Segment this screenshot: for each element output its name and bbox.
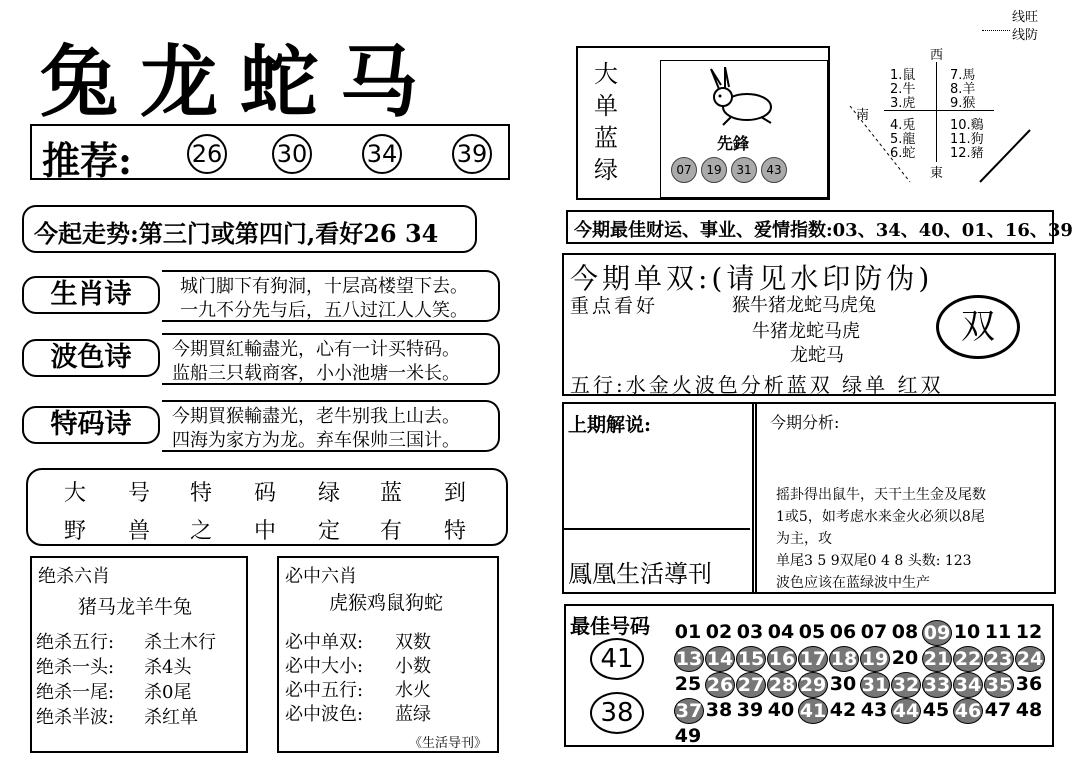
zodiac-item: 5.龍 [890,132,916,147]
vanguard-side-char: 单 [594,92,618,120]
index-box: 今期最佳财运、事业、爱情指数:03、34、40、01、16、39 [566,210,1054,244]
number-cell: 02 [705,621,733,643]
number-cell: 36 [1015,673,1043,695]
number-cell: 48 [1015,699,1043,721]
vanguard-ball: 43 [761,157,787,183]
zodiac-item: 10.鷄 [950,118,984,133]
number-cell: 33 [923,674,951,696]
compass-corner-label: 线旺 [1012,10,1039,25]
number-cell: 31 [861,674,889,696]
number-cell: 04 [767,621,795,643]
number-cell: 01 [674,621,702,643]
must-value: 蓝绿 [395,704,431,725]
number-cell: 05 [798,621,826,643]
zodiac-group: 龙蛇马 [790,345,844,366]
must-key: 必中单双: [285,632,364,653]
analysis-line: 波色应该在蓝绿波中生产 [776,575,930,591]
must-value: 水火 [395,680,431,701]
number-cell: 35 [985,674,1013,696]
must-key: 必中大小: [285,656,364,677]
divider [752,404,757,592]
banner-char: 兽 [128,519,151,544]
zodiac-item: 6.蛇 [890,146,916,161]
number-cell: 13 [675,648,703,670]
kill-value: 杀0尾 [144,682,192,703]
zodiac-item: 4.兎 [890,118,916,133]
number-cell: 24 [1016,648,1044,670]
number-cell: 17 [799,648,827,670]
poem-line: 一九不分先与后，五八过江人人笑。 [180,300,468,321]
number-cell: 27 [737,674,765,696]
vanguard-ball: 31 [731,157,757,183]
recommend-number: 34 [362,134,402,174]
number-cell: 42 [829,699,857,721]
number-cell: 43 [860,699,888,721]
odd-even-badge: 双 [936,295,1020,359]
kill-box [30,556,248,753]
number-cell: 32 [892,674,920,696]
wuxing-line: 五行:水金火波色分析蓝双 绿单 红双 [570,373,944,397]
poem-line: 四海为家方为龙。弃车保帅三国计。 [172,430,460,451]
compass-south: 南 [856,108,870,123]
page-title: 兔龙蛇马 [40,37,441,128]
number-cell: 45 [922,699,950,721]
kill-value: 杀红单 [144,707,198,728]
kill-animals: 猪马龙羊牛兔 [78,596,193,618]
must-title: 必中六肖 [285,566,357,587]
focus-label: 重点看好 [570,295,659,317]
brand-label: 鳳凰生活導刊 [568,560,712,588]
number-cell: 19 [861,648,889,670]
number-cell: 44 [892,700,920,722]
best-pick: 38 [590,692,644,734]
divider [564,528,750,530]
zodiac-item: 9.猴 [950,96,976,111]
number-cell: 09 [923,622,951,644]
recommend-number: 26 [187,134,227,174]
vanguard-side-char: 绿 [594,156,618,184]
number-cell: 20 [891,647,919,669]
must-footer: 《生活导刊》 [409,736,488,751]
number-cell: 41 [799,700,827,722]
compass-east: 東 [930,166,944,181]
kill-key: 绝杀一头: [36,657,115,678]
kill-key: 绝杀五行: [36,632,115,653]
must-key: 必中波色: [285,704,364,725]
number-cell: 26 [706,674,734,696]
last-period-label: 上期解说: [568,414,652,436]
best-numbers-box [564,604,1054,747]
number-cell: 10 [953,621,981,643]
must-box [277,556,499,753]
number-cell: 06 [829,621,857,643]
banner-char: 中 [254,519,277,544]
poem-tag: 波色诗 [22,339,160,377]
odd-even-heading: 今期单双:(请见水印防伪) [570,262,934,295]
recommend-label: 推荐: [42,138,133,183]
number-cell: 34 [954,674,982,696]
zodiac-item: 11.狗 [950,132,984,147]
number-cell: 40 [767,699,795,721]
number-cell: 25 [674,673,702,695]
number-grid [674,620,1050,744]
zodiac-item: 8.羊 [950,82,976,97]
compass-west: 西 [930,48,944,63]
poem-row [22,400,500,452]
banner-char: 绿 [318,481,341,506]
odd-even-box [562,253,1056,396]
number-cell: 14 [706,648,734,670]
compass-dotted-line [982,30,1010,31]
compass-corner-label: 线防 [1012,28,1039,43]
number-cell: 08 [891,621,919,643]
number-cell: 12 [1015,621,1043,643]
banner-char: 蓝 [380,481,403,506]
poem-tag: 生肖诗 [22,276,160,314]
banner-char: 有 [380,519,403,544]
kill-value: 杀土木行 [144,632,216,653]
vanguard-label: 先鋒 [717,134,750,153]
poem-line: 今期買紅輸盡光，心有一计买特码。 [172,339,460,360]
rabbit-icon [701,67,781,127]
analysis-line: 单尾3 5 9双尾0 4 8 头数: 123 [776,553,972,569]
poem-line: 监船三只载商客，小小池塘一米长。 [172,363,460,384]
must-animals: 虎猴鸡鼠狗蛇 [329,592,444,614]
number-cell: 15 [737,648,765,670]
number-cell: 07 [860,621,888,643]
banner-char: 号 [128,481,151,506]
number-cell: 46 [954,700,982,722]
number-cell: 29 [799,674,827,696]
banner-char: 之 [190,519,213,544]
analysis-line: 1或5，如考虑水来金火必须以8尾 [776,509,985,525]
vanguard-panel [660,60,828,198]
this-period-label: 今期分析: [770,413,840,432]
zodiac-group: 猴牛猪龙蛇马虎兔 [732,295,876,316]
zodiac-group: 牛猪龙蛇马虎 [752,321,860,342]
poem-row [22,333,500,385]
vanguard-box [576,46,830,200]
banner-char: 特 [444,519,467,544]
zodiac-item: 3.虎 [890,96,916,111]
banner-char: 特 [190,481,213,506]
number-cell: 23 [985,648,1013,670]
recommend-number: 30 [272,134,312,174]
analysis-box [562,402,1056,594]
poem-tag: 特码诗 [22,406,160,444]
number-cell: 28 [768,674,796,696]
slogan-banner [26,468,508,546]
recommend-number: 39 [452,134,492,174]
number-cell: 47 [984,699,1012,721]
poem-row [22,270,500,322]
best-pick: 41 [590,638,644,680]
banner-char: 到 [444,481,467,506]
number-cell: 39 [736,699,764,721]
number-cell: 03 [736,621,764,643]
banner-char: 大 [64,481,87,506]
number-cell: 49 [674,725,702,744]
vanguard-ball: 19 [701,157,727,183]
number-cell: 22 [954,648,982,670]
number-cell: 37 [675,700,703,722]
banner-char: 定 [318,519,341,544]
banner-char: 野 [64,519,87,544]
zodiac-item: 1.鼠 [890,68,916,83]
kill-title: 绝杀六肖 [38,566,110,587]
banner-char: 码 [254,481,277,506]
must-value: 小数 [395,656,431,677]
kill-key: 绝杀半波: [36,707,115,728]
kill-value: 杀4头 [144,657,192,678]
zodiac-item: 12.豬 [950,146,984,161]
vanguard-ball: 07 [671,157,697,183]
number-cell: 38 [705,699,733,721]
must-value: 双数 [395,632,431,653]
zodiac-item: 7.馬 [950,68,976,83]
poem-line: 今期買猴輸盡光，老牛别我上山去。 [172,406,460,427]
must-key: 必中五行: [285,680,364,701]
recommend-box [30,124,510,183]
vanguard-side-char: 大 [594,60,618,88]
poem-line: 城门脚下有狗洞，十层高楼望下去。 [180,276,468,297]
best-label: 最佳号码 [570,614,650,638]
zodiac-item: 2.牛 [890,82,916,97]
kill-key: 绝杀一尾: [36,682,115,703]
vanguard-side-char: 蓝 [594,124,618,152]
number-cell: 21 [923,648,951,670]
trend-box: 今起走势:第三门或第四门,看好26 34 [22,205,477,253]
analysis-line: 为主，攻 [776,531,832,547]
number-cell: 30 [829,673,857,695]
number-cell: 11 [984,621,1012,643]
analysis-line: 摇卦得出鼠牛，天干土生金及尾数 [776,487,986,503]
number-cell: 18 [830,648,858,670]
compass-diagonals [840,96,1040,192]
number-cell: 16 [768,648,796,670]
